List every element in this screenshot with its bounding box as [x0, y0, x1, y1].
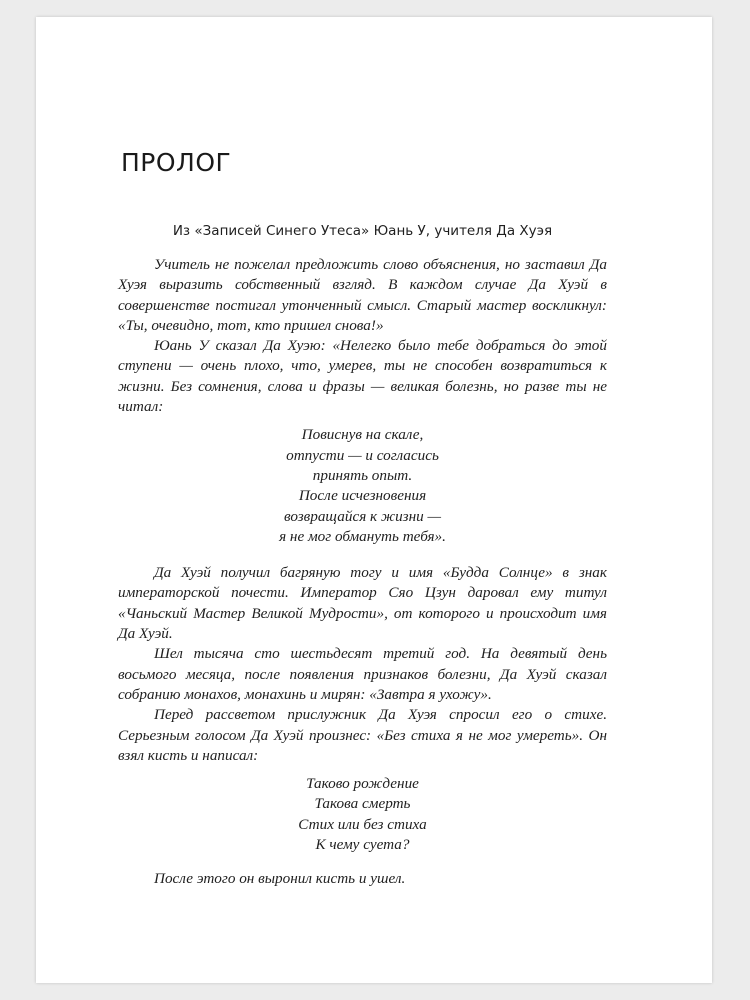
verse-line: принять опыт. — [312, 466, 413, 484]
death-poem — [118, 774, 607, 855]
paragraph: Перед рассветом прислужник Да Хуэя спросил его о стихе. Серьезным голосом Да Хуэй произнес: «Без стиха я не мог умереть». Он взял кисть и написал: — [118, 706, 607, 764]
verse-line: отпусти — и согласись — [286, 446, 439, 464]
verse-line: Таково рождение — [306, 775, 419, 793]
chapter-title: ПРОЛОГ — [121, 148, 232, 177]
paragraph: Юань У сказал Да Хуэю: «Нелегко было тебе добраться до этой ступени — очень плохо, что, умерев, ты не способен возвратиться к жизни. Без сомнения, слова и фразы — великая болезнь, но разве ты не читал: — [118, 337, 607, 416]
verse-line: возвращайся к жизни — — [283, 507, 442, 525]
verse-line: К чему суета? — [315, 836, 410, 854]
verse-line: Стих или без стиха — [298, 815, 427, 833]
verse-block — [118, 425, 607, 547]
verse-line: Повиснув на скале, — [301, 426, 424, 444]
verse-line: После исчезновения — [298, 487, 427, 505]
paragraph: Шел тысяча сто шестьдесят третий год. На девятый день восьмого месяца, после появления признаков болезни, Да Хуэй сказал собранию монахов, монахинь и мирян: «Завтра я ухожу». — [118, 645, 607, 703]
closing-paragraph: После этого он выронил кисть и ушел. — [154, 870, 406, 888]
verse-line: Такова смерть — [314, 795, 411, 813]
verse-line: я не мог обмануть тебя». — [279, 527, 446, 545]
paragraph: Учитель не пожелал предложить слово объяснения, но заставил Да Хуэя выразить собственный взгляд. В каждом случае Да Хуэй в совершенстве постигал утонченный смысл. Старый мастер воскликнул: «Ты, очевидно, тот, кто пришел снова!» — [118, 256, 607, 334]
book-page — [36, 17, 712, 983]
paragraph: Да Хуэй получил багряную тогу и имя «Будда Солнце» в знак императорской почести. Император Сяо Цзун даровал ему титул «Чаньский Мастер Великой Мудрости», от которого и происходит имя Да Хуэй. — [118, 564, 607, 643]
page-body — [118, 221, 607, 890]
epigraph: Из «Записей Синего Утеса» Юань У, учителя Да Хуэя — [172, 223, 553, 239]
